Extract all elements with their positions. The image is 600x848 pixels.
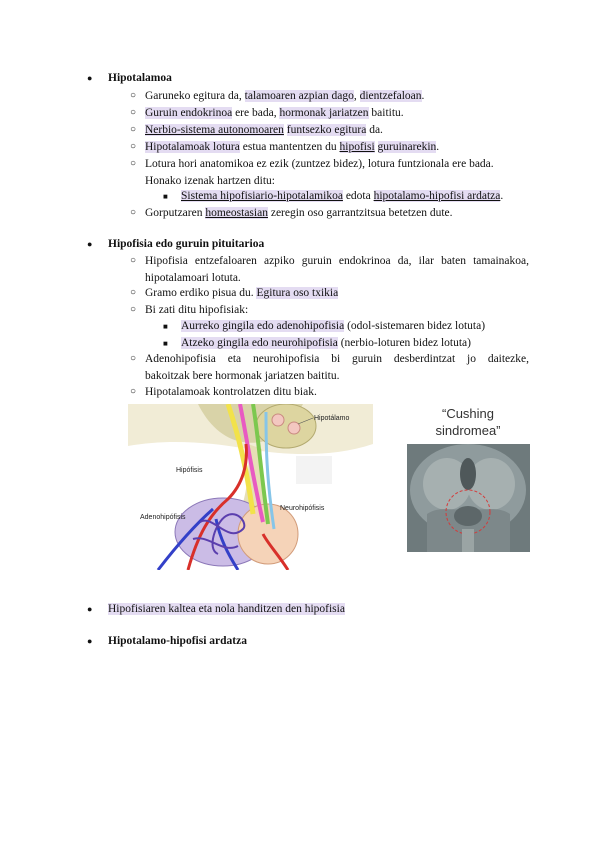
list-item: Hipofisiaren kaltea eta nola handitzen den hipofisia <box>108 603 345 615</box>
list-subitem: Atzeko gingila edo neurohipofisia (nerbio-loturen bidez lotuta) <box>181 337 471 349</box>
list-item: Adenohipofisia eta neurohipofisia bi guruin desberdintzat jo daitezke, bakoitzak bere hormonak jariatzen baititu. <box>145 353 529 382</box>
bullet-level2: ○ <box>130 207 137 218</box>
bullet-level2: ○ <box>130 107 137 118</box>
bullet-level1: ● <box>87 604 93 614</box>
list-subitem: Aurreko gingila edo adenohipofisia (odol-sistemaren bidez lotuta) <box>181 320 486 332</box>
section-title-ardatza: Hipotalamo-hipofisi ardatza <box>108 635 247 647</box>
list-item: Gramo erdiko pisua du. Egitura oso txikia <box>145 287 339 299</box>
mri-brain-scan-image <box>407 444 530 552</box>
list-item: Nerbio-sistema autonomoaren funtsezko egitura da. <box>145 124 383 136</box>
list-item: Hipotalamoak lotura estua mantentzen du hipofisi guruinarekin. <box>145 141 440 153</box>
pituitary-diagram <box>128 404 373 570</box>
section-title-hipotalamoa: Hipotalamoa <box>108 72 172 84</box>
bullet-level1: ● <box>87 73 93 83</box>
bullet-level1: ● <box>87 636 93 646</box>
bullet-level2: ○ <box>130 90 137 101</box>
list-item: Guruin endokrinoa ere bada, hormonak jariatzen baititu. <box>145 107 404 119</box>
hypothalamus-pituitary-illustration <box>128 404 373 570</box>
list-item: Hipofisia entzefaloaren azpiko guruin endokrinoa da, ilar baten tamainakoa, hipotalamoari lotuta. <box>145 255 529 284</box>
bullet-level2: ○ <box>130 124 137 135</box>
list-item: Lotura hori anatomikoa ez ezik (zuntzez bidez), lotura funtzionala ere bada. Honako izenak hartzen ditu: <box>145 158 494 187</box>
bullet-level2: ○ <box>130 287 137 298</box>
list-item: Bi zati ditu hipofisiak: <box>145 304 249 316</box>
bullet-level2: ○ <box>130 141 137 152</box>
bullet-level1: ● <box>87 239 93 249</box>
list-item: Garuneko egitura da, talamoaren azpian dago, dientzefaloan. <box>145 90 425 102</box>
bullet-level2: ○ <box>130 255 137 266</box>
section-title-hipofisia: Hipofisia edo guruin pituitarioa <box>108 238 265 250</box>
list-item: Gorputzaren homeostasian zeregin oso garrantzitsua betetzen dute. <box>145 207 453 219</box>
cushing-figure-title: “Cushing sindromea” <box>435 406 501 438</box>
label-hipotalamo: Hipotálamo <box>314 415 350 422</box>
list-subitem: Sistema hipofisiario-hipotalamikoa edota hipotalamo-hipofisi ardatza. <box>181 190 504 202</box>
bullet-level2: ○ <box>130 304 137 315</box>
bullet-level2: ○ <box>130 386 137 397</box>
list-item: Hipotalamoak kontrolatzen ditu biak. <box>145 386 317 398</box>
label-hipofisis: Hipófisis <box>176 467 203 474</box>
mri-scan <box>407 444 530 552</box>
bullet-level2: ○ <box>130 158 137 169</box>
bullet-level3: ■ <box>163 192 168 201</box>
label-neurohipofisis: Neurohipófisis <box>280 505 325 512</box>
bullet-level3: ■ <box>163 339 168 348</box>
bullet-level2: ○ <box>130 353 137 364</box>
label-adenohipofisis: Adenohipófisis <box>140 514 186 521</box>
bullet-level3: ■ <box>163 322 168 331</box>
